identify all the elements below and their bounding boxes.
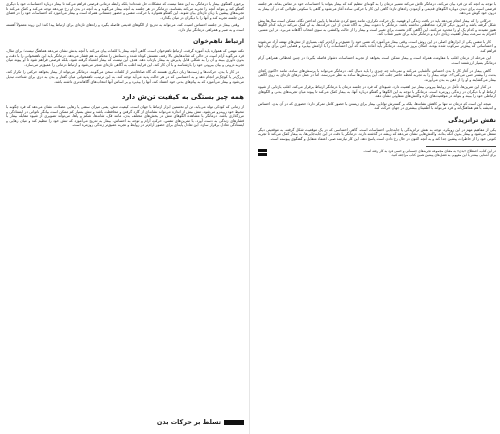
redacted-mark xyxy=(258,149,267,153)
section-heading-tension-quality: همه چیز بستگی به کیفیت تن‌ش دارد xyxy=(121,93,244,102)
left-paragraph: نکته مهمی که همواره باید آموزه گرفت، ارتباطِ ناهم‌خوان است. گاهی آنچه بیمار با کلمات بیان می‌کند با آنچه بدنش نشان می‌دهد هماهنگ نیست؛ برای مثال، فرد می‌گوید آرام است در حالی که شانه‌هایش بالا رفته، نفسش کوتاه شده و دستانش را محکم به هم فشار می‌دهد. درمانگر باید این ناهمخوانی را با دقت و بدون داوری ببیند و آن را به شکلی قابل پذیرش به بیمار بازتاب دهد. هدف این نیست که بیمار اشتباه گرفته شود، بلکه فرصتی فراهم شود تا او پیوند میان تجربه درونی و بیان بیرونی خود را بازشناسد و با آن کار کند. این فرایند اغلب به آگاهی تازه‌ای منجر می‌شود و ارتباط درمانی را عمیق‌تر می‌سازد. xyxy=(6,49,244,67)
section-heading-body-movements xyxy=(157,419,244,426)
redacted-mark xyxy=(224,420,244,425)
redacted-mark xyxy=(258,153,267,157)
left-paragraph: وقتی بیمار در جلسه احساس امنیت کند، می‌تواند به تدریج از الگوهای قدیمی فاصله بگیرد و راه‌های تازه‌ای برای ارتباط پیدا کند؛ این روند معمولاً آهسته است و به صبر و همراهی درمانگر نیاز دارد. xyxy=(6,23,244,32)
footnote xyxy=(258,153,496,157)
footnote-text: برای آشنایی بیشتر با این مفهوم، به فصل‌های پیشین همین کتاب مراجعه کنید. xyxy=(390,152,496,157)
right-paragraph: یکی از مفاهیم مهم در این رویکرد، توجه به نقش ترانزیدگی یا جابه‌جایی احساسات است. گاهی احساسی که در یک موقعیت شکل گرفته، به موقعیتی دیگر منتقل می‌شود و بیمار بدون آنکه بداند، واکنش‌هایی نشان می‌دهد که ریشه در گذشته دارند. درمانگر با دقت در این جابه‌جایی‌ها، به بیمار کمک می‌کند تا تجربه کنونی خود را از خاطرات پیشین جدا کند و به آنچه اکنون در حال رخ دادن است پاسخ دهد. این کار نیازمند صبر، اعتماد متقابل و گفتگوی پیوسته است. xyxy=(258,127,496,142)
right-paragraph: گاهی بیمار در آغاز کار با بدن احساس ناآشنایی می‌کند و نمی‌داند چه چیزی را باید دنبال کند. درمانگر می‌تواند با پرسش‌های ساده، مانند «اکنون کجای بدنت را بیشتر حس می‌کنی؟»، توجه بیمار را به تجربه لحظه حاضر جلب کند. این پرسش‌ها ساده به نظر می‌رسند، اما در عمل درهای تازه‌ای به روی آگاهی بیمار می‌گشایند و او را از ذهن به بدن می‌آورند. xyxy=(258,68,496,82)
left-paragraph: از زمانی که کودکی تولد می‌یابد، تن او نخستین ابزار ارتباط با جهان است. کیفیت تنش، یعنی میزان سفتی یا رهایی عضلات، نشان می‌دهد که فرد چگونه با محیط خود روبه‌رو می‌شود. تنش بیش از اندازه می‌تواند نشانه‌ای از گارد گرفتن و محافظت باشد و تنش بسیار کم ممکن است بیانگر ناتوانی در ایستادگی و مرزگذاری باشد. درمانگر با مشاهده الگوهای تنش در بخش‌های مختلف بدن، مانند فک، شانه‌ها، شکم و پاها، می‌تواند تصویری از شیوه مقابله بیمار با فشارهای زندگی به دست آورد. با تمرین‌های تنفس، حرکت آرام و توجه به احساس، بیمار به تدریج می‌آموزد که تنش خود را تنظیم کند و میان رهایی و ایستادگی تعادل برقرار سازد. این تعادل پایه‌ای برای حضور آرام‌تر در روابط و تجربه عمیق‌تر زندگی روزمره است. xyxy=(6,105,244,128)
section-heading-incongruent-communication: ارتباط ناهم‌خوان xyxy=(193,38,244,46)
right-page xyxy=(258,2,496,432)
right-paragraph: نتیجه این است که درمان نه تنها بر کاهش نشانه‌ها، بلکه بر گسترش توانایی بیمار برای زیستن با حضور کامل تمرکز دارد؛ حضوری که در آن بدن، احساس و اندیشه با هم هماهنگ‌اند و فرد می‌تواند با اطمینان بیشتری در جهان حرکت کند. xyxy=(258,101,496,111)
left-page xyxy=(6,2,244,432)
footnote-rule xyxy=(426,146,496,147)
right-paragraph: با توجه به آنچه که تن فرد بیان می‌کند، درمانگر تلاش می‌کند مسیر درمان را به گونه‌ای تنظیم کند که بیمار بتواند با احساسات خود در تماس بماند. هر جلسه فرصتی است برای دیدن دوباره الگوهای قدیمی و آزمودن راه‌های تازه؛ گاهی این کار با حرکتی ساده آغاز می‌شود و گاهی با سکوتی طولانی که در آن بیمار به درون خود گوش می‌دهد. xyxy=(258,2,496,16)
end-heading-text: تسلط بر حرکات بدن xyxy=(156,418,221,426)
right-paragraph: حرکاتی را که بیمار انجام می‌دهد باید در بافت زندگی او فهمید. یک حرکت تکراری، مانند جمع کردن شانه‌ها یا پایین انداختن نگاه، ممکن است سال‌ها پیش شکل گرفته باشد و امروز دیگر کارکرد محافظتی نداشته باشد. درمانگر با دعوت بیمار به آگاه شدن از این حرکت‌ها، به او کمک می‌کند دریابد کدام الگوها هنوز مفیدند و کدام یک او را محدود می‌کنند. این آگاهی گام نخست برای تغییر است و بیمار را از حالت واکنشی به سوی انتخاب آگاهانه می‌برد. در این مسیر، احترام به سرعت بیمار اهمیت زیادی دارد و درمانگر نباید برای تغییر شتاب کند. xyxy=(258,18,496,37)
footnote-text: در این کتاب، اصطلاح «بدن» به معنای مجموعه تجربه‌های جسمانی و حسی فرد به کار رفته است. xyxy=(363,148,496,153)
page-gutter xyxy=(249,0,250,434)
right-paragraph: در کنار این تمرین‌ها، تأمل در روابط بیرونی بیمار نیز اهمیت دارد. شیوه‌ای که فرد در جلسه درمان با درمانگر ارتباط برقرار می‌کند، اغلب بازتابی از شیوه ارتباط او با دیگران در زندگی روزمره است. درمانگر با توجه به این الگوها و گفتگو درباره آنها، به بیمار کمک می‌کند تا پیوند میان تجربه‌های بدنی و الگوهای ارتباطی خود را ببیند و بتواند در موقعیت‌های تازه واکنش‌های متفاوتی نشان دهد. xyxy=(258,85,496,99)
section-heading-transference: نقش ترانزیدگی xyxy=(448,116,496,124)
left-paragraph: در کار با بدن، حرکت‌ها و ژست‌ها زبان دیگری هستند که گاه صادقانه‌تر از کلمات سخن می‌گویند. درمانگر می‌تواند از بیمار بخواهد حرکتی را تکرار کند، بزرگ‌تر یا کوچک‌تر انجام دهد و به احساسی که در هر حالت پدید می‌آید توجه کند. به این ترتیب، ناهمخوانی میان گفتار و بدن به دری برای شناخت تبدیل می‌شود و بیمار می‌آموزد که به پیام‌های بدنی خود اعتماد کند، آنها را بپذیرد و بر اساس آنها انتخاب‌های آگاهانه‌تری داشته باشد. xyxy=(6,70,244,84)
right-paragraph: کار با تنفس یکی از ابزارهای اصلی در این روش است. وقتی بیمار می‌آموزد که نفس خود را عمیق‌تر و آرام‌تر کند، بسیاری از تنش‌های نهفته آزاد می‌شوند و احساساتی که پیش‌تر سرکوب شده بودند، امکان بروز می‌یابند. درمانگر باید آماده باشد که این احساسات را با آرامش بپذیرد و فضایی امن برای بیان آنها فراهم کند. xyxy=(258,39,496,53)
right-paragraph: این مرحله از درمان اغلب با مقاومت همراه است و بیمار ممکن است بخواهد از تجربه احساسات دشوار فاصله بگیرد؛ در چنین لحظاتی همراهی آرام درمانگر بسیار ارزشمند است. xyxy=(258,56,496,66)
left-paragraph: برخوردِ گفتگوی بیمار با درمانگر، به این معنا نیست که مشکلات حل شده‌اند؛ بلکه رابطه درمانی فرصتی فراهم می‌کند تا بیمار درباره احساسات خود با دیگری گفتگو کند و بتواند آنچه را تجربه می‌کند بشناسد. درمانگر در هر جلسه به آنچه بیمار می‌گوید و به آنچه در بدن او رخ می‌دهد توجه می‌کند و کمک می‌کند تا تجربه‌های پیشین با زبان تازه‌ای بیان شوند. این گفتگو همواره با حرکت، تنفس و حضور جسمانی همراه است و بیمار می‌آموزد که احساسات خود را در فضای امن جلسه تجربه کند و آنها را با دیگران در میان بگذارد. xyxy=(6,2,244,20)
